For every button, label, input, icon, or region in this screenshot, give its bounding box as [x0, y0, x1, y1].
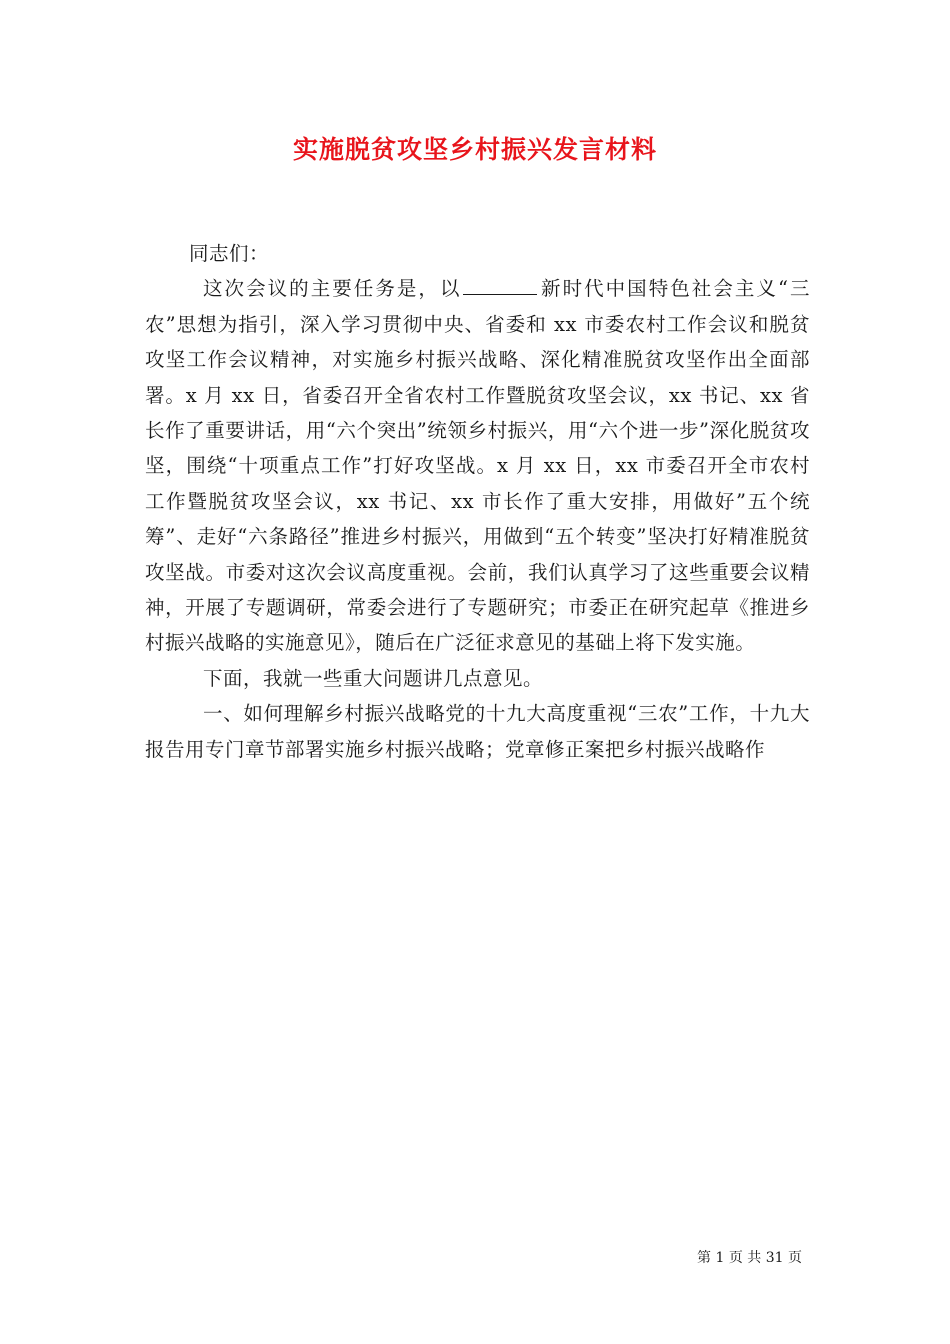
- document-body: [145, 236, 810, 767]
- fill-in-blank: [463, 272, 537, 295]
- paragraph-1-rest: 新时代中国特色社会主义“三农”思想为指引，深入学习贯彻中央、省委和 xx 市委农村工作会议和脱贫攻坚工作会议精神，对实施乡村振兴战略、深化精准脱贫攻坚作出全面部署。x 月 xx 日，省委召开全省农村工作暨脱贫攻坚会议，xx 书记、xx 省长作了重要讲话，用“六个突出”统领乡村振兴，用“六个进一步”深化脱贫攻坚，围绕“十项重点工作”打好攻坚战。x 月 xx 日，xx 市委召开全市农村工作暨脱贫攻坚会议，xx 书记、xx 市长作了重大安排，用做好”五个统筹”、走好“六条路径”推进乡村振兴，用做到“五个转变”坚决打好精准脱贫攻坚战。市委对这次会议高度重视。会前，我们认真学习了这些重要会议精神，开展了专题调研，常委会进行了专题研究；市委正在研究起草《推进乡村振兴战略的实施意见》，随后在广泛征求意见的基础上将下发实施。: [145, 277, 810, 655]
- paragraph-3: 一、如何理解乡村振兴战略党的十九大高度重视“三农”工作，十九大报告用专门章节部署实施乡村振兴战略；党章修正案把乡村振兴战略作: [145, 702, 810, 761]
- document-title: 实施脱贫攻坚乡村振兴发言材料: [292, 135, 657, 164]
- paragraph-1-lead: 这次会议的主要任务是，以: [203, 277, 462, 301]
- paragraph-1: [145, 271, 810, 660]
- page-number: 第 1 页 共 31 页: [697, 1250, 802, 1266]
- paragraph-2: 下面，我就一些重大问题讲几点意见。: [203, 666, 544, 690]
- salutation: 同志们：: [189, 242, 270, 265]
